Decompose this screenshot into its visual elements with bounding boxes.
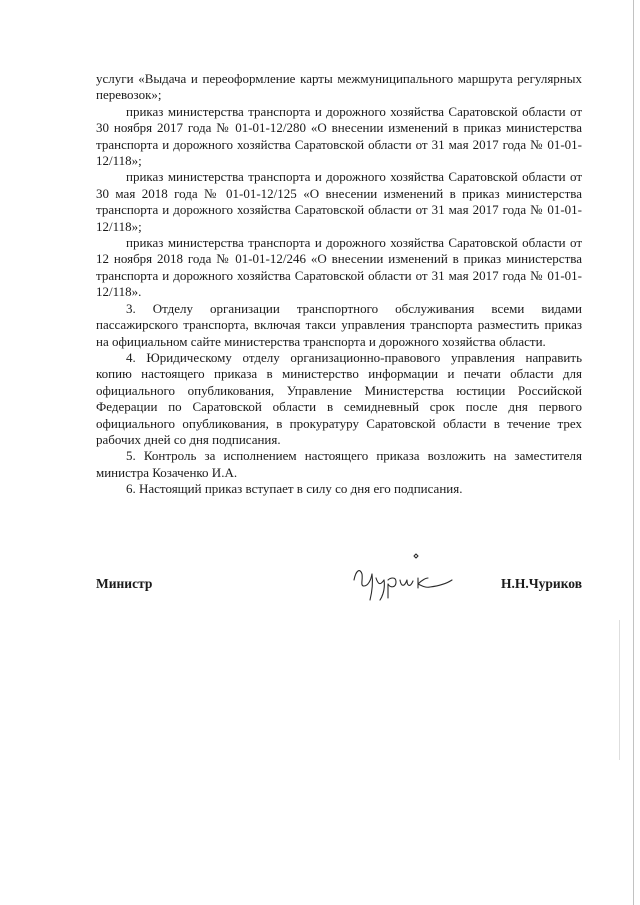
handwritten-signature: [344, 550, 464, 604]
paragraph-item-6: 6. Настоящий приказ вступает в силу со дня его подписания.: [126, 481, 463, 497]
document-body: [96, 71, 582, 498]
signatory-title: Министр: [96, 576, 153, 591]
scan-edge-faint-line: [619, 620, 620, 760]
paragraph-order-125: приказ министерства транспорта и дорожного хозяйства Саратовской области от 30 мая 2018 года № 01-01-12/125 «О внесении изменений в приказ министерства транспорта и дорожного хозяйства Саратовской области от 31 мая 2017 года № 01-01-12/118»;: [96, 169, 582, 234]
paragraph-item-4: 4. Юридическому отделу организационно-правового управления направить копию настоящего приказа в министерство информации и печати области для официального опубликования, Управление Министерства юстиции Российской Федерации по Саратовской области в семидневный срок после дня первого официального опубликования, в прокуратуру Саратовской области в течение трех рабочих дней со дня подписания.: [96, 349, 582, 447]
signatory-name: Н.Н.Чуриков: [501, 576, 582, 591]
paragraph-services-continuation: услуги «Выдача и переоформление карты межмуниципального маршрута регулярных перевозок»;: [96, 71, 582, 103]
paragraph-item-3: 3. Отделу организации транспортного обслуживания всеми видами пассажирского транспорта, включая такси управления транспорта разместить приказ на официальном сайте министерства транспорта и дорожного хозяйства области.: [96, 300, 582, 349]
paragraph-order-280: приказ министерства транспорта и дорожного хозяйства Саратовской области от 30 ноября 2017 года № 01-01-12/280 «О внесении изменений в приказ министерства транспорта и дорожного хозяйства Саратовской области от 31 мая 2017 года № 01-01-12/118»;: [96, 103, 582, 169]
scan-edge-line: [633, 0, 634, 905]
signature-block: [96, 566, 582, 606]
paragraph-order-246: приказ министерства транспорта и дорожного хозяйства Саратовской области от 12 ноября 2018 года № 01-01-12/246 «О внесении изменений в приказ министерства транспорта и дорожного хозяйства Саратовской области от 31 мая 2017 года № 01-01-12/118».: [96, 235, 582, 300]
paragraph-item-5: 5. Контроль за исполнением настоящего приказа возложить на заместителя министра Козаченко И.А.: [96, 448, 582, 480]
